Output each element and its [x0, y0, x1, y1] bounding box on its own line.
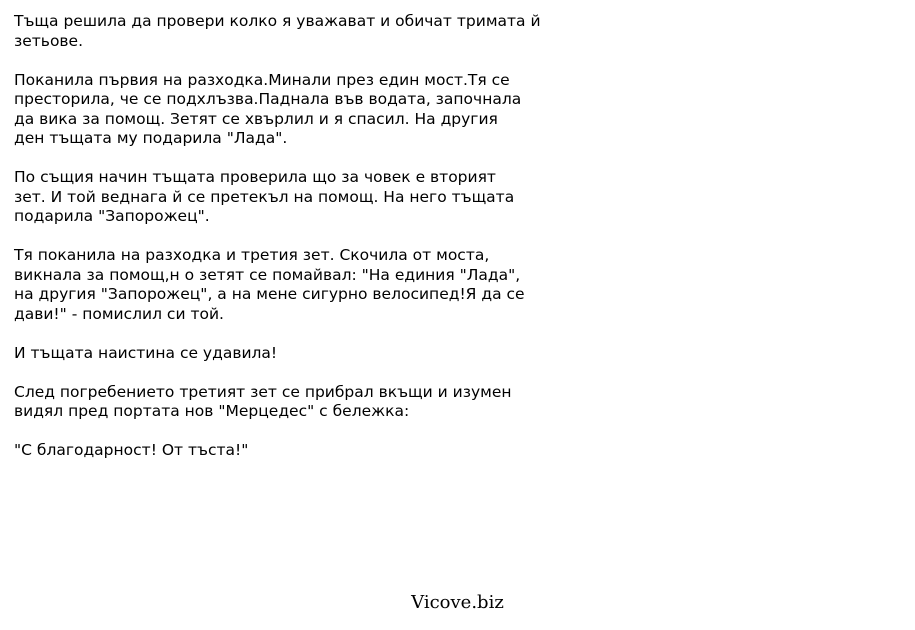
joke-text	[14, 12, 594, 480]
paragraph-drowned: И тъщата наистина се удавила!	[14, 343, 278, 362]
paragraph-funeral: След погребението третият зет се прибрал вкъщи и изумен видял пред портата нов "Мерцедес" с бележка:	[14, 382, 512, 420]
paragraph-intro: Тъща решила да провери колко я уважават и обичат тримата й зетьове.	[14, 12, 541, 50]
paragraph-third-son-in-law: Тя поканила на разходка и третия зет. Скочила от моста, викнала за помощ,н о зетят се помайвал: "На единия "Лада", на другия "Запорожец", а на мене сигурно велосипед!Я да се дави!" - помислил си той.	[14, 246, 525, 323]
paragraph-second-son-in-law: По същия начин тъщата проверила що за човек е вторият зет. И той веднага й се претекъл на помощ. На него тъщата подарила "Запорожец".	[14, 168, 515, 225]
site-watermark: Vicove.biz	[411, 592, 504, 613]
paragraph-first-son-in-law: Поканила първия на разходка.Минали през един мост.Тя се престорила, че се подхлъзва.Паднала във водата, започнала да вика за помощ. Зетят се хвърлил и я спасил. На другия ден тъщата му подарила "Лада".	[14, 70, 522, 147]
paragraph-note: "С благодарност! От тъста!"	[14, 441, 249, 459]
